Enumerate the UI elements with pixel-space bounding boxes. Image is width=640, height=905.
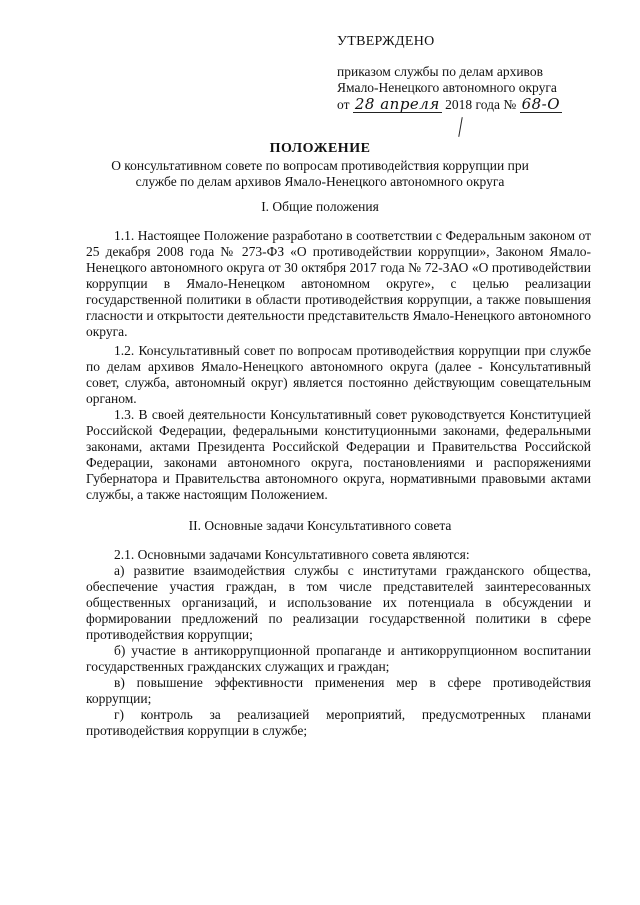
approval-stamp-heading: УТВЕРЖДЕНО [337,34,435,49]
paragraph-2-1-g: г) контроль за реализацией мероприятий, предусмотренных планами противодействия коррупции в службе; [86,707,591,738]
paragraph-1-1: 1.1. Настоящее Положение разработано в соответствии с Федеральным законом от 25 декабря 2008 года № 273-ФЗ «О противодействии коррупции», Законом Ямало-Ненецкого автономного округа от 30 октября 2017 года № 72-ЗАО «О противодействии коррупции в Ямало-Ненецком автономном округе», с целью реализации государственной политики в области противодействия коррупции, а также повышения гласности и открытости деятельности представительств Ямало-Ненецкого автономного округа. [86,228,591,339]
order-reference [337,64,562,113]
handwritten-stroke [458,117,462,137]
order-line-3 [337,96,562,113]
paragraph-2-1-a: а) развитие взаимодействия службы с институтами гражданского общества, обеспечение участия граждан, в том числе представителей заинтересованных общественных организаций, и использование их потенциала в обсуждении и формировании предложений по реализации государственной политики в сфере противодействия коррупции; [86,563,591,642]
paragraph-2-1-v: в) повышение эффективности применения мер в сфере противодействия коррупции; [86,675,591,706]
paragraph-1-3: 1.3. В своей деятельности Консультативный совет руководствуется Конституцией Российской Федерации, федеральными конституционными законами, федеральными законами, актами Президента Российской Федерации и Правительства Российской Федерации, законами автономного округа, постановлениями и распоряжениями Губернатора и Правительства автономного округа, нормативными правовыми актами службы, а также настоящим Положением. [86,407,591,502]
order-line-1: приказом службы по делам архивов [337,64,543,79]
order-date-handwritten: 28 апреля [354,95,440,113]
paragraph-1-2: 1.2. Консультативный совет по вопросам противодействия коррупции при службе по делам архивов Ямало-Ненецкого автономного округа (далее - Консультативный совет, служба, автономный округ) является постоянно действующим совещательным органом. [86,343,591,406]
order-year: 2018 года № [445,97,517,112]
section-1-heading: I. Общие положения [261,199,379,214]
order-number-handwritten: 68-О [521,95,561,113]
order-prefix: от [337,97,350,112]
order-line-2: Ямало-Ненецкого автономного округа [337,80,557,95]
paragraph-2-1-b: б) участие в антикоррупционной пропаганде и антикоррупционном воспитании государственных гражданских служащих и граждан; [86,643,591,674]
document-title: ПОЛОЖЕНИЕ [269,141,371,156]
paragraph-2-1: 2.1. Основными задачами Консультативного совета являются: [114,547,470,562]
section-2-heading: II. Основные задачи Консультативного совета [188,518,452,533]
document-subtitle: О консультативном совете по вопросам противодействия коррупции при службе по делам архивов Ямало-Ненецкого автономного округа [111,158,529,189]
